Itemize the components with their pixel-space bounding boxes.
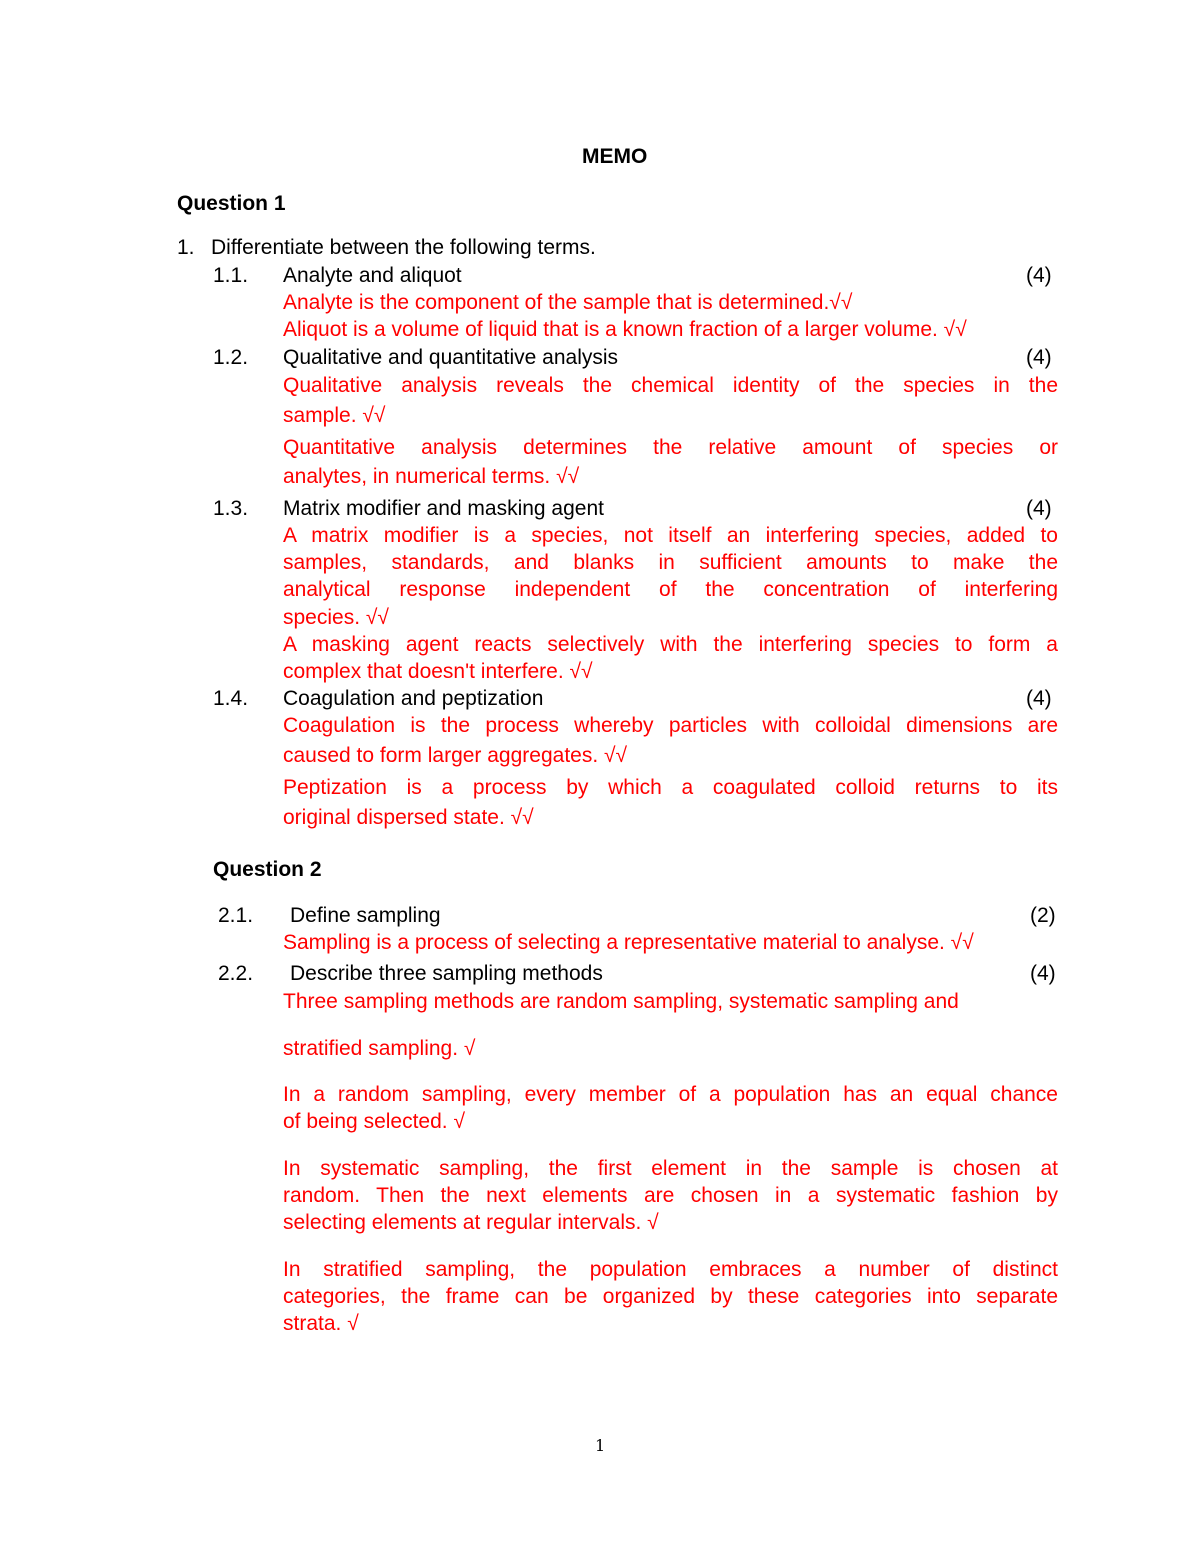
answer-line: In a random sampling, every member of a population has an equal chance [283, 1083, 1058, 1106]
answer-line: Qualitative analysis reveals the chemical identity of the species in the [283, 374, 1058, 397]
item-marks: (4) [1026, 687, 1052, 710]
question-1-intro-number: 1. [177, 236, 195, 259]
answer-line: of being selected. √ [283, 1110, 465, 1133]
answer-line: selecting elements at regular intervals. √ [283, 1211, 659, 1234]
item-number: 2.2. [218, 962, 254, 985]
answer-line: Aliquot is a volume of liquid that is a known fraction of a larger volume. √√ [283, 318, 967, 341]
answer-line: complex that doesn't interfere. √√ [283, 660, 593, 683]
item-label: Qualitative and quantitative analysis [283, 346, 619, 369]
question-1-heading: Question 1 [177, 192, 286, 215]
answer-line: strata. √ [283, 1312, 359, 1335]
item-label: Define sampling [290, 904, 441, 927]
item-marks: (2) [1030, 904, 1056, 927]
page-number: 1 [595, 1436, 606, 1455]
answer-line: stratified sampling. √ [283, 1037, 476, 1060]
answer-line: Peptization is a process by which a coagulated colloid returns to its [283, 776, 1058, 799]
answer-line: In stratified sampling, the population embraces a number of distinct [283, 1258, 1058, 1281]
item-label: Matrix modifier and masking agent [283, 497, 604, 520]
answer-line: analytical response independent of the concentration of interfering [283, 578, 1058, 601]
item-number: 2.1. [218, 904, 254, 927]
question-2-heading: Question 2 [213, 858, 322, 881]
answer-line: A matrix modifier is a species, not itself an interfering species, added to [283, 524, 1058, 547]
answer-line: In systematic sampling, the first element in the sample is chosen at [283, 1157, 1058, 1180]
item-number: 1.3. [213, 497, 249, 520]
item-label: Describe three sampling methods [290, 962, 603, 985]
answer-line: Coagulation is the process whereby particles with colloidal dimensions are [283, 714, 1058, 737]
item-number: 1.2. [213, 346, 249, 369]
item-number: 1.4. [213, 687, 249, 710]
answer-line: categories, the frame can be organized by these categories into separate [283, 1285, 1058, 1308]
item-number: 1.1. [213, 264, 249, 287]
item-label: Analyte and aliquot [283, 264, 462, 287]
item-marks: (4) [1026, 264, 1052, 287]
item-marks: (4) [1030, 962, 1056, 985]
answer-line: original dispersed state. √√ [283, 806, 534, 829]
item-label: Coagulation and peptization [283, 687, 544, 710]
item-marks: (4) [1026, 497, 1052, 520]
answer-line: samples, standards, and blanks in sufficient amounts to make the [283, 551, 1058, 574]
answer-line: caused to form larger aggregates. √√ [283, 744, 628, 767]
answer-line: Quantitative analysis determines the relative amount of species or [283, 436, 1058, 459]
question-1-intro: Differentiate between the following terms. [211, 236, 596, 259]
answer-line: random. Then the next elements are chosen in a systematic fashion by [283, 1184, 1058, 1207]
item-marks: (4) [1026, 346, 1052, 369]
answer-line: Analyte is the component of the sample that is determined.√√ [283, 291, 853, 314]
answer-line: sample. √√ [283, 404, 386, 427]
answer-line: Three sampling methods are random sampling, systematic sampling and [283, 990, 959, 1013]
answer-line: A masking agent reacts selectively with the interfering species to form a [283, 633, 1058, 656]
answer-line: Sampling is a process of selecting a representative material to analyse. √√ [283, 931, 974, 954]
answer-line: species. √√ [283, 606, 389, 629]
page-title: MEMO [582, 145, 648, 168]
answer-line: analytes, in numerical terms. √√ [283, 465, 580, 488]
